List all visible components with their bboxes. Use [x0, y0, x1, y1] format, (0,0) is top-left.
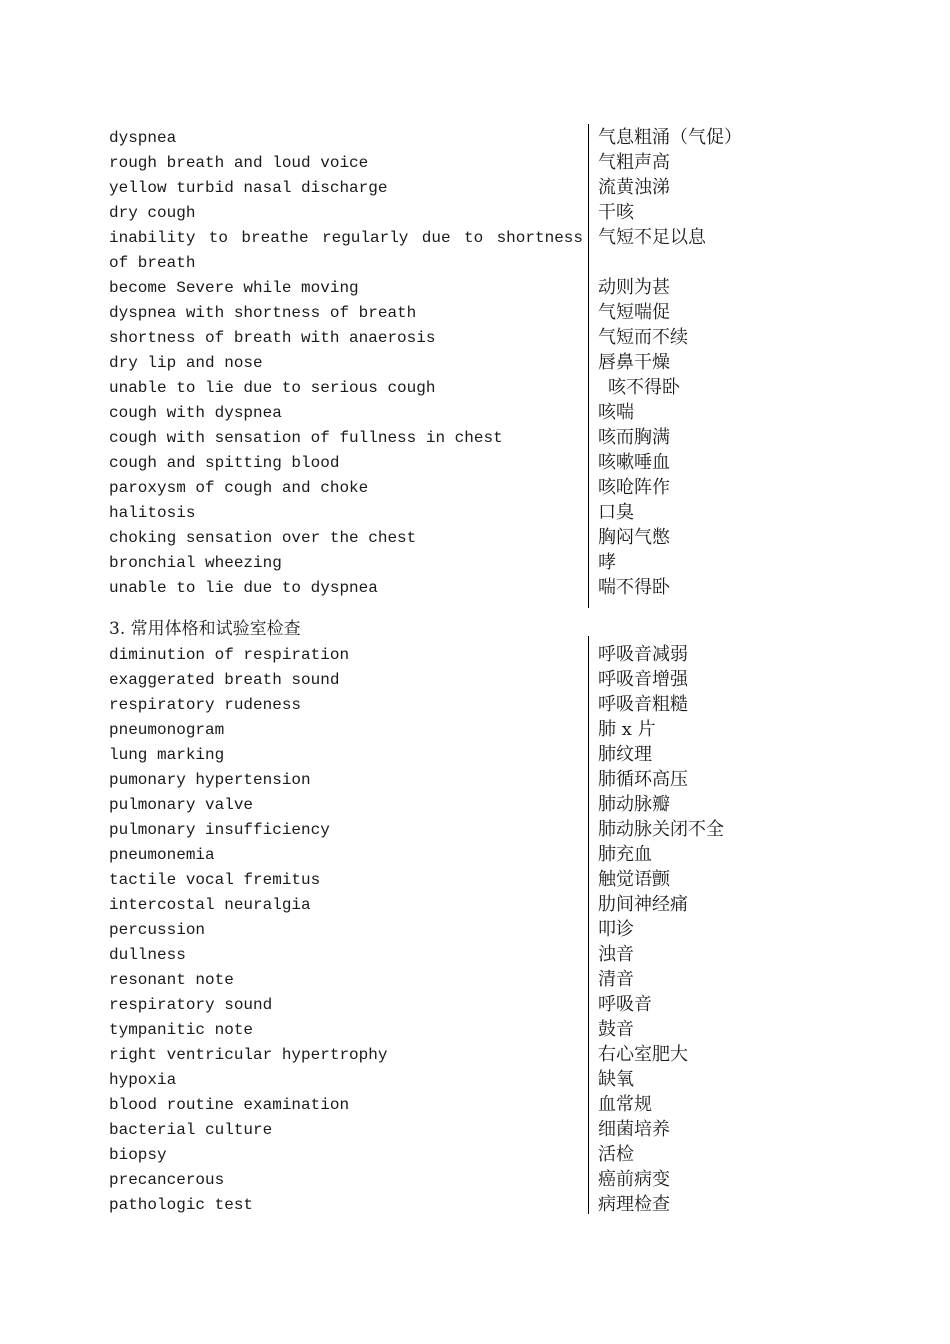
glossary-row — [0, 1066, 950, 1091]
glossary-row — [0, 666, 950, 691]
chinese-term: 唇鼻干燥 — [598, 352, 670, 373]
glossary-row — [0, 524, 950, 549]
chinese-term: 哮 — [598, 552, 616, 573]
chinese-term: 呼吸音 — [598, 994, 652, 1015]
glossary-row — [0, 124, 950, 149]
english-term: exaggerated breath sound — [109, 671, 340, 689]
chinese-term: 气粗声高 — [598, 152, 670, 173]
glossary-row — [0, 474, 950, 499]
glossary-row — [0, 324, 950, 349]
english-term: yellow turbid nasal discharge — [109, 179, 388, 197]
glossary-row — [0, 891, 950, 916]
english-term: pulmonary insufficiency — [109, 821, 330, 839]
glossary-row — [0, 941, 950, 966]
chinese-term: 右心室肥大 — [598, 1044, 688, 1065]
english-term: inability to breathe regularly due to shortness of breath — [109, 229, 583, 272]
chinese-term: 细菌培养 — [598, 1119, 670, 1140]
english-term: respiratory rudeness — [109, 696, 302, 714]
english-term: choking sensation over the chest — [109, 529, 417, 547]
english-term: pneumonemia — [109, 846, 215, 864]
english-term: pumonary hypertension — [109, 771, 311, 789]
glossary-row — [0, 149, 950, 174]
glossary-row — [0, 991, 950, 1016]
chinese-term: 缺氧 — [598, 1069, 634, 1090]
english-term: paroxysm of cough and choke — [109, 479, 369, 497]
english-term: pathologic test — [109, 1196, 254, 1214]
english-term: dry cough — [109, 204, 196, 222]
chinese-term: 胸闷气憋 — [598, 527, 670, 548]
english-term: halitosis — [109, 504, 196, 522]
glossary-row — [0, 1166, 950, 1191]
english-term: dyspnea — [109, 129, 177, 147]
english-term: bronchial wheezing — [109, 554, 282, 572]
english-term: cough and spitting blood — [109, 454, 340, 472]
english-term: dry lip and nose — [109, 354, 263, 372]
glossary-row — [0, 174, 950, 199]
glossary-row — [0, 1016, 950, 1041]
english-term: cough with sensation of fullness in chest — [109, 429, 503, 447]
english-term: tactile vocal fremitus — [109, 871, 321, 889]
glossary-row — [0, 966, 950, 991]
chinese-term: 咳喘 — [598, 402, 634, 423]
chinese-term: 咳而胸满 — [598, 427, 670, 448]
chinese-term: 叩诊 — [598, 919, 634, 940]
glossary-row — [0, 1091, 950, 1116]
english-term: precancerous — [109, 1171, 225, 1189]
glossary-row — [0, 274, 950, 299]
english-term: become Severe while moving — [109, 279, 359, 297]
english-term: respiratory sound — [109, 996, 273, 1014]
glossary-row — [0, 224, 950, 274]
glossary-row — [0, 641, 950, 666]
chinese-term: 呼吸音粗糙 — [598, 694, 688, 715]
glossary-row — [0, 1191, 950, 1216]
chinese-term: 肺充血 — [598, 844, 652, 865]
glossary-row — [0, 916, 950, 941]
glossary-row — [0, 449, 950, 474]
chinese-term: 喘不得卧 — [598, 577, 670, 598]
chinese-term: 肺循环高压 — [598, 769, 688, 790]
english-term: bacterial culture — [109, 1121, 273, 1139]
glossary-row — [0, 1041, 950, 1066]
english-term: dullness — [109, 946, 186, 964]
glossary-row — [0, 199, 950, 224]
glossary-table-examinations — [0, 641, 950, 1216]
chinese-term: 癌前病变 — [598, 1169, 670, 1190]
glossary-row — [0, 791, 950, 816]
glossary-row — [0, 866, 950, 891]
glossary-row — [0, 691, 950, 716]
glossary-row — [0, 766, 950, 791]
glossary-table-symptoms — [0, 124, 950, 599]
english-term: resonant note — [109, 971, 234, 989]
chinese-term: 肺纹理 — [598, 744, 652, 765]
chinese-term: 动则为甚 — [598, 277, 670, 298]
english-term: percussion — [109, 921, 206, 939]
english-term: diminution of respiration — [109, 646, 350, 664]
english-term: intercostal neuralgia — [109, 896, 311, 914]
glossary-row — [0, 816, 950, 841]
english-term: biopsy — [109, 1146, 167, 1164]
glossary-row — [0, 399, 950, 424]
glossary-row — [0, 349, 950, 374]
english-term: blood routine examination — [109, 1096, 350, 1114]
chinese-term: 呼吸音减弱 — [598, 644, 688, 665]
chinese-term: 口臭 — [598, 502, 634, 523]
chinese-term: 气短而不续 — [598, 327, 688, 348]
chinese-term: 干咳 — [598, 202, 634, 223]
english-term: tympanitic note — [109, 1021, 254, 1039]
glossary-row — [0, 841, 950, 866]
glossary-row — [0, 1141, 950, 1166]
english-term: lung marking — [109, 746, 225, 764]
chinese-term: 肺动脉瓣 — [598, 794, 670, 815]
glossary-row — [0, 1116, 950, 1141]
chinese-term: 肺 x 片 — [598, 719, 656, 740]
english-term: shortness of breath with anaerosis — [109, 329, 436, 347]
chinese-term: 病理检查 — [598, 1194, 670, 1215]
chinese-term: 气短喘促 — [598, 302, 670, 323]
glossary-row — [0, 374, 950, 399]
english-term: cough with dyspnea — [109, 404, 282, 422]
chinese-term: 流黄浊涕 — [598, 177, 670, 198]
english-term: pneumonogram — [109, 721, 225, 739]
chinese-term: 咳嗽唾血 — [598, 452, 670, 473]
english-term: rough breath and loud voice — [109, 154, 369, 172]
english-term: dyspnea with shortness of breath — [109, 304, 417, 322]
english-term: unable to lie due to serious cough — [109, 379, 436, 397]
section-heading: 3. 常用体格和试验室检查 — [109, 619, 301, 639]
chinese-term: 肋间神经痛 — [598, 894, 688, 915]
chinese-term: 呼吸音增强 — [598, 669, 688, 690]
chinese-term: 触觉语颤 — [598, 869, 670, 890]
chinese-term: 咳呛阵作 — [598, 477, 670, 498]
english-term: unable to lie due to dyspnea — [109, 579, 378, 597]
chinese-term: 肺动脉关闭不全 — [598, 819, 724, 840]
glossary-row — [0, 741, 950, 766]
chinese-term: 清音 — [598, 969, 634, 990]
chinese-term: 咳不得卧 — [608, 377, 680, 398]
chinese-term: 气短不足以息 — [598, 227, 706, 248]
english-term: pulmonary valve — [109, 796, 254, 814]
chinese-term: 活检 — [598, 1144, 634, 1165]
english-term: hypoxia — [109, 1071, 177, 1089]
glossary-row — [0, 574, 950, 599]
chinese-term: 鼓音 — [598, 1019, 634, 1040]
glossary-row — [0, 716, 950, 741]
english-term: right ventricular hypertrophy — [109, 1046, 388, 1064]
glossary-row — [0, 424, 950, 449]
glossary-row — [0, 499, 950, 524]
chinese-term: 浊音 — [598, 944, 634, 965]
glossary-row — [0, 299, 950, 324]
glossary-row — [0, 549, 950, 574]
chinese-term: 气息粗涌（气促） — [598, 127, 742, 148]
chinese-term: 血常规 — [598, 1094, 652, 1115]
